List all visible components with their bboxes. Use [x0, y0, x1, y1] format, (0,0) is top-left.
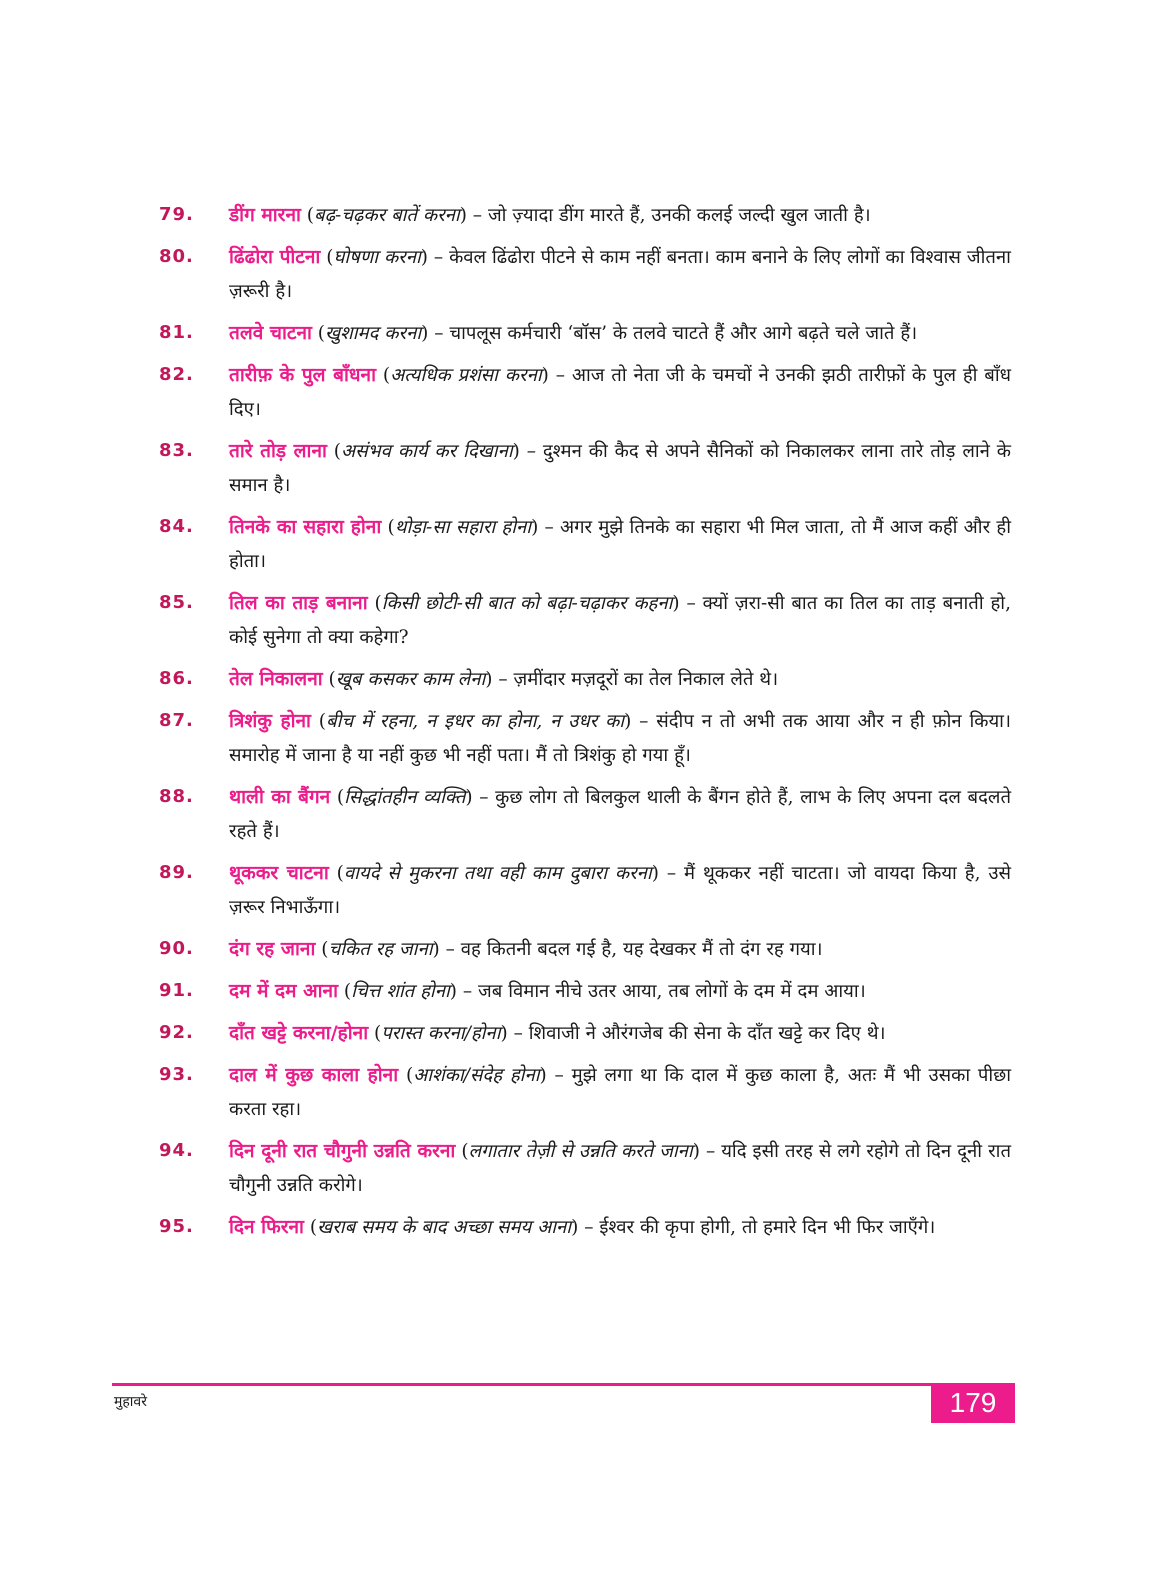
idiom-meaning: असंभव कार्य कर दिखाना — [341, 441, 513, 462]
list-item — [0, 586, 1152, 655]
list-item — [0, 434, 1152, 503]
entry-number: 88. — [159, 786, 194, 807]
idiom-meaning: वायदे से मुकरना तथा वही काम दुबारा करना — [343, 863, 652, 884]
entry-text: त्रिशंकु होना (बीच में रहना, न इधर का होना, न उधर का) – संदीप न तो अभी तक आया और न ही फ़ोन किया। समारोह में जाना है या नहीं कुछ भी नहीं पता। मैं तो त्रिशंकु हो गया हूँ। — [229, 710, 1011, 766]
list-item — [0, 662, 1152, 697]
idiom-meaning: थोड़ा-सा सहारा होना — [394, 517, 532, 538]
idiom-example: दुश्मन की कैद से अपने सैनिकों को निकालकर लाना तारे तोड़ लाने के समान है। — [229, 441, 1011, 496]
entry-number: 85. — [159, 592, 194, 613]
idiom-example: शिवाजी ने औरंगजेब की सेना के दाँत खट्टे कर दिए थे। — [528, 1023, 886, 1044]
idiom-example: अगर मुझे तिनके का सहारा भी मिल जाता, तो मैं आज कहीं और ही होता। — [229, 517, 1011, 572]
idiom-example: क्यों ज़रा-सी बात का तिल का ताड़ बनाती हो, कोई सुनेगा तो क्या कहेगा? — [229, 593, 1011, 648]
entry-text: तारीफ़ के पुल बाँधना (अत्यधिक प्रशंसा करना) – आज तो नेता जी के चमचों ने उनकी झठी तारीफ़ों के पुल ही बाँध दिए। — [229, 364, 1012, 420]
idiom-meaning: किसी छोटी-सी बात को बढ़ा-चढ़ाकर कहना — [381, 593, 673, 614]
idiom-example: जब विमान नीचे उतर आया, तब लोगों के दम में दम आया। — [478, 981, 866, 1002]
entry-text: दंग रह जाना (चकित रह जाना) – वह कितनी बदल गई है, यह देखकर मैं तो दंग रह गया। — [229, 938, 823, 960]
idiom-meaning: सिद्धांतहीन व्यक्ति — [344, 787, 466, 808]
idiom-meaning: खूब कसकर काम लेना — [335, 669, 486, 690]
idiom-example: यदि इसी तरह से लगे रहोगे तो दिन दूनी रात चौगुनी उन्नति करोगे। — [229, 1141, 1011, 1196]
idiom-term: तारे तोड़ लाना — [229, 440, 327, 462]
idiom-term: तेल निकालना — [229, 668, 323, 690]
entry-number: 87. — [159, 710, 194, 731]
entry-number: 79. — [159, 204, 194, 225]
entry-text: ढिंढोरा पीटना (घोषणा करना) – केवल ढिंढोरा पीटने से काम नहीं बनता। काम बनाने के लिए लोगों का विश्वास जीतना ज़रूरी है। — [229, 246, 1011, 302]
idiom-term: थाली का बैंगन — [229, 786, 331, 808]
entry-number: 82. — [159, 364, 194, 385]
entry-number: 91. — [159, 980, 194, 1001]
idiom-example: ज़मींदार मज़दूरों का तेल निकाल लेते थे। — [513, 669, 779, 690]
idiom-term: डींग मारना — [229, 204, 301, 226]
idiom-term: तिनके का सहारा होना — [229, 516, 382, 538]
footer-section-title: मुहावरे — [114, 1394, 147, 1410]
idiom-example: केवल ढिंढोरा पीटने से काम नहीं बनता। काम बनाने के लिए लोगों का विश्वास जीतना ज़रूरी है। — [229, 247, 1011, 302]
entry-text: तिनके का सहारा होना (थोड़ा-सा सहारा होना) – अगर मुझे तिनके का सहारा भी मिल जाता, तो मैं आज कहीं और ही होता। — [229, 516, 1011, 572]
idiom-meaning: परास्त करना/होना — [381, 1023, 501, 1044]
idiom-term: दाल में कुछ काला होना — [229, 1064, 399, 1086]
entry-number: 84. — [159, 516, 194, 537]
idiom-term: दिन फिरना — [229, 1216, 304, 1238]
idiom-example: संदीप न तो अभी तक आया और न ही फ़ोन किया। समारोह में जाना है या नहीं कुछ भी नहीं पता। मैं तो त्रिशंकु हो गया हूँ। — [229, 711, 1011, 766]
footer-divider — [112, 1383, 1015, 1386]
idiom-example: मुझे लगा था कि दाल में कुछ काला है, अतः मैं भी उसका पीछा करता रहा। — [229, 1065, 1011, 1120]
list-item — [0, 780, 1152, 849]
idiom-meaning: चकित रह जाना — [328, 939, 433, 960]
entry-text: दिन फिरना (खराब समय के बाद अच्छा समय आना) – ईश्वर की कृपा होगी, तो हमारे दिन भी फिर जाएँगे। — [229, 1216, 936, 1238]
list-item — [0, 704, 1152, 773]
list-item — [0, 510, 1152, 579]
idiom-term: थूककर चाटना — [229, 862, 329, 884]
entry-number: 83. — [159, 440, 194, 461]
list-item — [0, 1058, 1152, 1127]
idiom-meaning: खुशामद करना — [325, 323, 422, 344]
idiom-meaning: अत्यधिक प्रशंसा करना — [390, 365, 542, 386]
idiom-example: जो ज़्यादा डींग मारते हैं, उनकी कलई जल्दी खुल जाती है। — [487, 205, 871, 226]
entry-text: दाल में कुछ काला होना (आशंका/संदेह होना) – मुझे लगा था कि दाल में कुछ काला है, अतः मैं भी उसका पीछा करता रहा। — [229, 1064, 1011, 1120]
list-item — [0, 974, 1152, 1009]
idiom-term: तिल का ताड़ बनाना — [229, 592, 368, 614]
entry-number: 81. — [159, 322, 194, 343]
idiom-term: तारीफ़ के पुल बाँधना — [229, 364, 377, 386]
entry-text: तेल निकालना (खूब कसकर काम लेना) – ज़मींदार मज़दूरों का तेल निकाल लेते थे। — [229, 668, 779, 690]
idiom-meaning: बढ़-चढ़कर बातें करना — [314, 205, 460, 226]
idiom-term: दंग रह जाना — [229, 938, 316, 960]
list-item — [0, 932, 1152, 967]
list-item — [0, 1016, 1152, 1051]
idiom-term: दिन दूनी रात चौगुनी उन्नति करना — [229, 1140, 456, 1162]
idiom-meaning: आशंका/संदेह होना — [413, 1065, 540, 1086]
entry-text: दाँत खट्टे करना/होना (परास्त करना/होना) – शिवाजी ने औरंगजेब की सेना के दाँत खट्टे कर दिए थे। — [229, 1022, 886, 1044]
list-item — [0, 198, 1152, 233]
idiom-list — [0, 198, 1152, 1252]
list-item — [0, 1134, 1152, 1203]
idiom-meaning: चित्त शांत होना — [351, 981, 450, 1002]
idiom-example: चापलूस कर्मचारी ‘बॉस’ के तलवे चाटते हैं और आगे बढ़ते चले जाते हैं। — [449, 323, 918, 344]
entry-number: 86. — [159, 668, 194, 689]
idiom-example: मैं थूककर नहीं चाटता। जो वायदा किया है, उसे ज़रूर निभाऊँगा। — [229, 863, 1011, 918]
idiom-term: दम में दम आना — [229, 980, 338, 1002]
idiom-term: दाँत खट्टे करना/होना — [229, 1022, 369, 1044]
idiom-example: वह कितनी बदल गई है, यह देखकर मैं तो दंग रह गया। — [460, 939, 823, 960]
entry-number: 94. — [159, 1140, 194, 1161]
entry-text: डींग मारना (बढ़-चढ़कर बातें करना) – जो ज़्यादा डींग मारते हैं, उनकी कलई जल्दी खुल जाती है। — [229, 204, 871, 226]
list-item — [0, 316, 1152, 351]
idiom-term: ढिंढोरा पीटना — [229, 246, 321, 268]
idiom-meaning: खराब समय के बाद अच्छा समय आना — [317, 1217, 572, 1238]
idiom-term: तलवे चाटना — [229, 322, 312, 344]
idiom-example: आज तो नेता जी के चमचों ने उनकी झठी तारीफ़ों के पुल ही बाँध दिए। — [229, 365, 1012, 420]
entry-number: 95. — [159, 1216, 194, 1237]
list-item — [0, 358, 1152, 427]
entry-number: 90. — [159, 938, 194, 959]
entry-number: 93. — [159, 1064, 194, 1085]
entry-text: थाली का बैंगन (सिद्धांतहीन व्यक्ति) – कुछ लोग तो बिलकुल थाली के बैंगन होते हैं, लाभ के लिए अपना दल बदलते रहते हैं। — [229, 786, 1012, 842]
idiom-meaning: घोषणा करना — [333, 247, 421, 268]
idiom-example: कुछ लोग तो बिलकुल थाली के बैंगन होते हैं, लाभ के लिए अपना दल बदलते रहते हैं। — [229, 787, 1012, 842]
idiom-example: ईश्वर की कृपा होगी, तो हमारे दिन भी फिर जाएँगे। — [599, 1217, 936, 1238]
entry-number: 92. — [159, 1022, 194, 1043]
page-number: 179 — [931, 1383, 1015, 1423]
entry-number: 80. — [159, 246, 194, 267]
entry-text: दम में दम आना (चित्त शांत होना) – जब विमान नीचे उतर आया, तब लोगों के दम में दम आया। — [229, 980, 866, 1002]
entry-text: तिल का ताड़ बनाना (किसी छोटी-सी बात को बढ़ा-चढ़ाकर कहना) – क्यों ज़रा-सी बात का तिल का ताड़ बनाती हो, कोई सुनेगा तो क्या कहेगा? — [229, 592, 1011, 648]
list-item — [0, 240, 1152, 309]
list-item — [0, 1210, 1152, 1245]
entry-text: तारे तोड़ लाना (असंभव कार्य कर दिखाना) – दुश्मन की कैद से अपने सैनिकों को निकालकर लाना तारे तोड़ लाने के समान है। — [229, 440, 1011, 496]
entry-text: दिन दूनी रात चौगुनी उन्नति करना (लगातार तेज़ी से उन्नति करते जाना) – यदि इसी तरह से लगे रहोगे तो दिन दूनी रात चौगुनी उन्नति करोगे। — [229, 1140, 1011, 1196]
idiom-meaning: लगातार तेज़ी से उन्नति करते जाना — [468, 1141, 693, 1162]
entry-text: तलवे चाटना (खुशामद करना) – चापलूस कर्मचारी ‘बॉस’ के तलवे चाटते हैं और आगे बढ़ते चले जाते हैं। — [229, 322, 918, 344]
idiom-term: त्रिशंकु होना — [229, 710, 311, 732]
list-item — [0, 856, 1152, 925]
idiom-meaning: बीच में रहना, न इधर का होना, न उधर का — [326, 711, 625, 732]
entry-number: 89. — [159, 862, 194, 883]
entry-text: थूककर चाटना (वायदे से मुकरना तथा वही काम दुबारा करना) – मैं थूककर नहीं चाटता। जो वायदा किया है, उसे ज़रूर निभाऊँगा। — [229, 862, 1011, 918]
